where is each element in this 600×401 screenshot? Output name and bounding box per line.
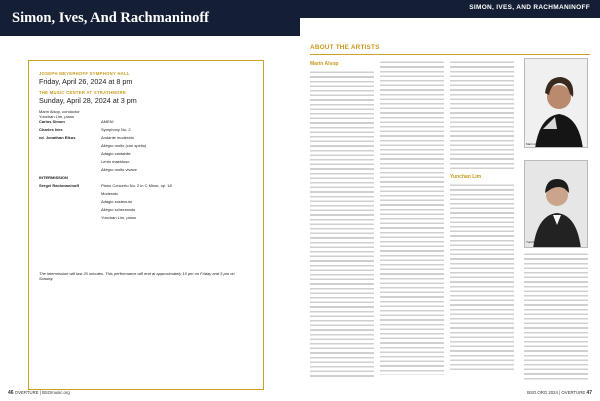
program-row <box>39 167 253 172</box>
composer <box>39 207 95 212</box>
work: Adagio sostenuto <box>101 199 132 204</box>
program-footnote: The intermission will last 20 minutes. This performance will end at approximately 10 pm on Friday and 5 pm on Sunday. <box>39 271 235 281</box>
page-number: 47 <box>586 390 592 396</box>
program-list <box>39 119 253 223</box>
program-row <box>39 191 253 196</box>
text-column <box>310 60 374 380</box>
program-row <box>39 143 253 148</box>
work: Symphony No. 2 <box>101 127 131 132</box>
program-row <box>39 119 253 124</box>
composer <box>39 191 95 196</box>
lim-photo <box>524 160 588 248</box>
program-row <box>39 151 253 156</box>
program-row <box>39 183 253 188</box>
work: Allegro molto vivace <box>101 167 137 172</box>
program-row <box>39 207 253 212</box>
page-title: Simon, Ives, And Rachmaninoff <box>12 10 209 26</box>
body-text <box>310 70 374 380</box>
right-page <box>300 0 600 401</box>
venue-2: THE MUSIC CENTER AT STRATHMORE <box>39 90 127 95</box>
page-footer-right <box>527 390 592 396</box>
composer <box>39 215 95 220</box>
work: AMEN! <box>101 119 114 124</box>
caption-lim: Yunchan Lim <box>526 240 544 244</box>
body-text <box>450 60 514 172</box>
work: Lento maestoso <box>101 159 130 164</box>
date-2: Sunday, April 28, 2024 at 3 pm <box>39 96 137 105</box>
work: Andante moderato <box>101 135 134 140</box>
body-text <box>450 183 514 373</box>
heading-alsop: Marin Alsop <box>310 61 339 67</box>
body-text <box>524 252 588 380</box>
page-header <box>300 0 600 18</box>
footer-text: BSO.ORG 2024 | OVERTURE <box>527 390 586 395</box>
text-column <box>524 252 588 380</box>
work: Adagio cantabile <box>101 151 131 156</box>
work: Moderato <box>101 191 118 196</box>
text-column <box>380 60 444 380</box>
work <box>101 175 253 180</box>
work: Piano Concerto No. 2 in C Minor, op. 18 <box>101 183 172 188</box>
pianist-line: Yunchan Lim, piano <box>39 114 75 119</box>
composer <box>39 159 95 164</box>
work: Yunchan Lim, piano <box>101 215 137 220</box>
work: Allegro scherzando <box>101 207 136 212</box>
alsop-photo <box>524 58 588 148</box>
work: Allegro molto (con spirito) <box>101 143 147 148</box>
composer: ed. Jonathan Elkus <box>39 135 76 140</box>
page-header <box>0 0 300 36</box>
page-number: 46 <box>8 390 14 396</box>
program-row <box>39 175 253 180</box>
composer <box>39 167 95 172</box>
text-column <box>450 60 514 380</box>
body-text <box>380 60 444 375</box>
heading-lim: Yunchan Lim <box>450 174 482 180</box>
footer-text: OVERTURE | BSOmusic.org <box>14 390 70 395</box>
section-title: ABOUT THE ARTISTS <box>310 44 380 51</box>
composer: Charles Ives <box>39 127 63 132</box>
venue-1: JOSEPH MEYERHOFF SYMPHONY HALL <box>39 71 130 76</box>
program-row <box>39 159 253 164</box>
composer <box>39 143 95 148</box>
date-1: Friday, April 26, 2024 at 8 pm <box>39 77 133 86</box>
program-row <box>39 127 253 132</box>
program-row <box>39 135 253 140</box>
composer <box>39 199 95 204</box>
composer: INTERMISSION <box>39 175 68 180</box>
page-footer-left <box>8 390 70 396</box>
conductor-line: Marin Alsop, conductor <box>39 109 80 114</box>
program-box <box>28 60 264 390</box>
composer: Carlos Simon <box>39 119 65 124</box>
caption-alsop: Marin Alsop <box>526 142 542 146</box>
composer: Sergei Rachmaninoff <box>39 183 80 188</box>
program-row <box>39 199 253 204</box>
program-row <box>39 215 253 220</box>
divider <box>310 54 590 55</box>
header-title: SIMON, IVES, AND RACHMANINOFF <box>469 4 590 11</box>
composer <box>39 151 95 156</box>
